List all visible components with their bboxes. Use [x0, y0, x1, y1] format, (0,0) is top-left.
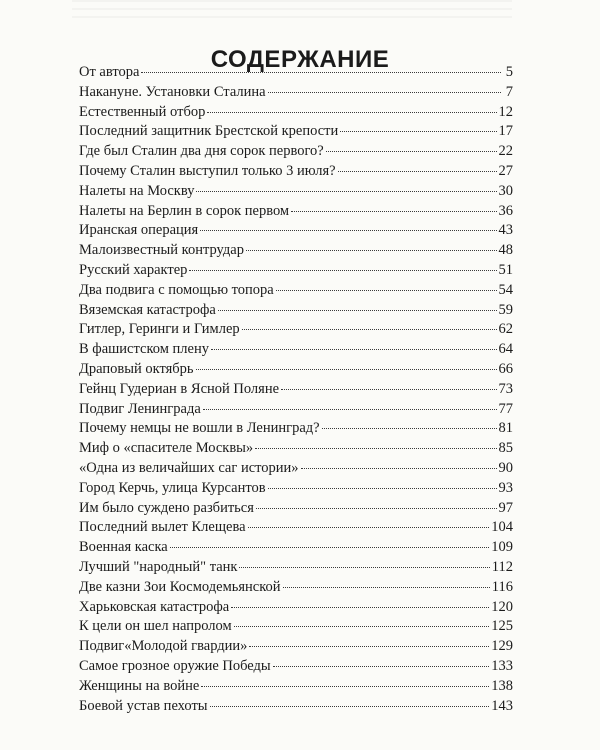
toc-entry-page: 36 — [498, 202, 513, 219]
toc-entry — [79, 518, 513, 538]
toc-entry-page: 62 — [498, 321, 513, 338]
toc-entry — [79, 340, 513, 360]
toc-entry-title: К цели он шел напролом — [79, 618, 232, 635]
dot-leader — [231, 607, 489, 608]
toc-entry-page: 12 — [498, 103, 513, 120]
toc-entry — [79, 83, 513, 103]
toc-entry — [79, 677, 513, 697]
dot-leader — [249, 646, 489, 647]
toc-entry-page: 43 — [498, 222, 513, 239]
dot-leader — [141, 72, 501, 73]
toc-entry-title: Налеты на Москву — [79, 182, 195, 199]
toc-entry-title: Гейнц Гудериан в Ясной Поляне — [79, 380, 280, 397]
toc-entry — [79, 360, 513, 380]
toc-entry-page: 112 — [491, 558, 513, 575]
toc-entry — [79, 63, 513, 83]
dot-leader — [196, 369, 497, 370]
toc-entry — [79, 400, 513, 420]
toc-entry — [79, 538, 513, 558]
toc-entry — [79, 459, 513, 479]
toc-entry-page: 97 — [498, 499, 513, 516]
dot-leader — [281, 389, 496, 390]
toc-entry — [79, 301, 513, 321]
dot-leader — [276, 290, 497, 291]
dot-leader — [246, 250, 497, 251]
toc-entry — [79, 380, 513, 400]
toc-entry-page: 109 — [491, 539, 513, 556]
toc-entry — [79, 261, 513, 281]
toc-entry-page: 129 — [491, 638, 513, 655]
dot-leader — [203, 409, 497, 410]
toc-entry-title: Вяземская катастрофа — [79, 301, 216, 318]
toc-entry — [79, 202, 513, 222]
toc-entry-title: Женщины на войне — [79, 677, 200, 694]
dot-leader — [210, 706, 490, 707]
toc-entry-page: 77 — [498, 400, 513, 417]
dot-leader — [201, 686, 489, 687]
toc-entry-title: От автора — [79, 64, 140, 80]
dot-leader — [234, 626, 490, 627]
dot-leader — [256, 508, 497, 509]
toc-entry-page: 30 — [498, 182, 513, 199]
toc-entry-title: Драповый октябрь — [79, 360, 194, 377]
toc-entry — [79, 558, 513, 578]
dot-leader — [242, 329, 497, 330]
toc-entry-title: В фашистском плену — [79, 341, 209, 358]
toc-entry — [79, 697, 513, 717]
toc-entry — [79, 103, 513, 123]
bleed-through-text — [72, 0, 512, 24]
toc-entry-page: 104 — [491, 519, 513, 536]
toc-entry-title: Почему Сталин выступил только 3 июля? — [79, 162, 336, 179]
dot-leader — [170, 547, 490, 548]
toc-entry-page: 17 — [498, 123, 513, 140]
dot-leader — [248, 527, 490, 528]
toc-entry-page: 5 — [505, 64, 513, 80]
toc-entry-title: Две казни Зои Космодемьянской — [79, 578, 281, 595]
toc-entry-title: Боевой устав пехоты — [79, 697, 208, 714]
toc-entry-title: Подвиг Ленинграда — [79, 400, 201, 417]
toc-entry-title: Гитлер, Геринги и Гимлер — [79, 321, 240, 338]
toc-entry — [79, 142, 513, 162]
toc-entry-page: 90 — [498, 459, 513, 476]
toc-entry-title: Военная каска — [79, 539, 168, 556]
toc-entry — [79, 637, 513, 657]
toc-entry — [79, 182, 513, 202]
toc-entry — [79, 617, 513, 637]
toc-entry-page: 85 — [498, 440, 513, 457]
toc-entry — [79, 419, 513, 439]
toc-entry — [79, 241, 513, 261]
toc-entry-title: Два подвига с помощью топора — [79, 281, 274, 298]
toc-entry — [79, 598, 513, 618]
dot-leader — [268, 488, 497, 489]
dot-leader — [340, 131, 496, 132]
toc-entry-page: 22 — [498, 143, 513, 160]
toc-entry-page: 125 — [491, 618, 513, 635]
toc-entry-title: Где был Сталин два дня сорок первого? — [79, 143, 324, 160]
dot-leader — [291, 211, 496, 212]
toc-entry — [79, 657, 513, 677]
dot-leader — [207, 112, 496, 113]
toc-entry-title: Лучший "народный" танк — [79, 558, 238, 575]
toc-entry-page: 116 — [491, 578, 513, 595]
toc-entry — [79, 122, 513, 142]
dot-leader — [326, 151, 497, 152]
dot-leader — [283, 587, 490, 588]
toc-entry-title: Им было суждено разбиться — [79, 499, 254, 516]
toc-entry-title: Налеты на Берлин в сорок первом — [79, 202, 290, 219]
toc-entry-title: «Одна из величайших саг истории» — [79, 459, 299, 476]
toc-entry-title: Русский характер — [79, 261, 188, 278]
toc-entry-title: Последний защитник Брестской крепости — [79, 123, 339, 140]
dot-leader — [189, 270, 496, 271]
toc-entry-title: Город Керчь, улица Курсантов — [79, 479, 266, 496]
toc-entry-title: Иранская операция — [79, 222, 199, 239]
toc-entry — [79, 439, 513, 459]
toc-entry — [79, 162, 513, 182]
toc-entry — [79, 281, 513, 301]
toc-entry-title: Миф о «спасителе Москвы» — [79, 440, 254, 457]
dot-leader — [268, 92, 501, 93]
toc-entry — [79, 578, 513, 598]
dot-leader — [255, 448, 496, 449]
toc-entry — [79, 499, 513, 519]
dot-leader — [211, 349, 497, 350]
toc-entry-page: 48 — [498, 242, 513, 259]
toc-entry-title: Самое грозное оружие Победы — [79, 657, 271, 674]
toc-entry-title: Последний вылет Клещева — [79, 519, 246, 536]
table-of-contents — [79, 63, 513, 716]
toc-entry-title: Харьковская катастрофа — [79, 598, 230, 615]
toc-entry-title: Малоизвестный контрудар — [79, 242, 244, 259]
toc-entry-title: Накануне. Установки Сталина — [79, 83, 266, 100]
toc-entry-page: 59 — [498, 301, 513, 318]
toc-entry-page: 81 — [498, 420, 513, 437]
toc-entry-page: 54 — [498, 281, 513, 298]
dot-leader — [218, 310, 497, 311]
toc-entry-page: 51 — [498, 261, 513, 278]
dot-leader — [200, 230, 496, 231]
toc-entry-title: Почему немцы не вошли в Ленинград? — [79, 420, 320, 437]
toc-entry-title: Подвиг«Молодой гвардии» — [79, 638, 248, 655]
dot-leader — [239, 567, 489, 568]
toc-entry-page: 27 — [498, 162, 513, 179]
page-title: СОДЕРЖАНИЕ — [210, 46, 390, 74]
toc-entry — [79, 479, 513, 499]
toc-entry-title: Естественный отбор — [79, 103, 206, 120]
dot-leader — [273, 666, 490, 667]
toc-entry-page: 66 — [498, 360, 513, 377]
toc-entry-page: 7 — [505, 83, 513, 100]
toc-entry-page: 64 — [498, 341, 513, 358]
toc-entry-page: 143 — [491, 697, 513, 714]
dot-leader — [338, 171, 497, 172]
dot-leader — [301, 468, 497, 469]
toc-entry-page: 120 — [491, 598, 513, 615]
toc-entry — [79, 320, 513, 340]
dot-leader — [322, 428, 497, 429]
toc-entry — [79, 221, 513, 241]
toc-entry-page: 138 — [491, 677, 513, 694]
dot-leader — [196, 191, 496, 192]
toc-entry-page: 133 — [491, 657, 513, 674]
toc-entry-page: 73 — [498, 380, 513, 397]
toc-entry-page: 93 — [498, 479, 513, 496]
